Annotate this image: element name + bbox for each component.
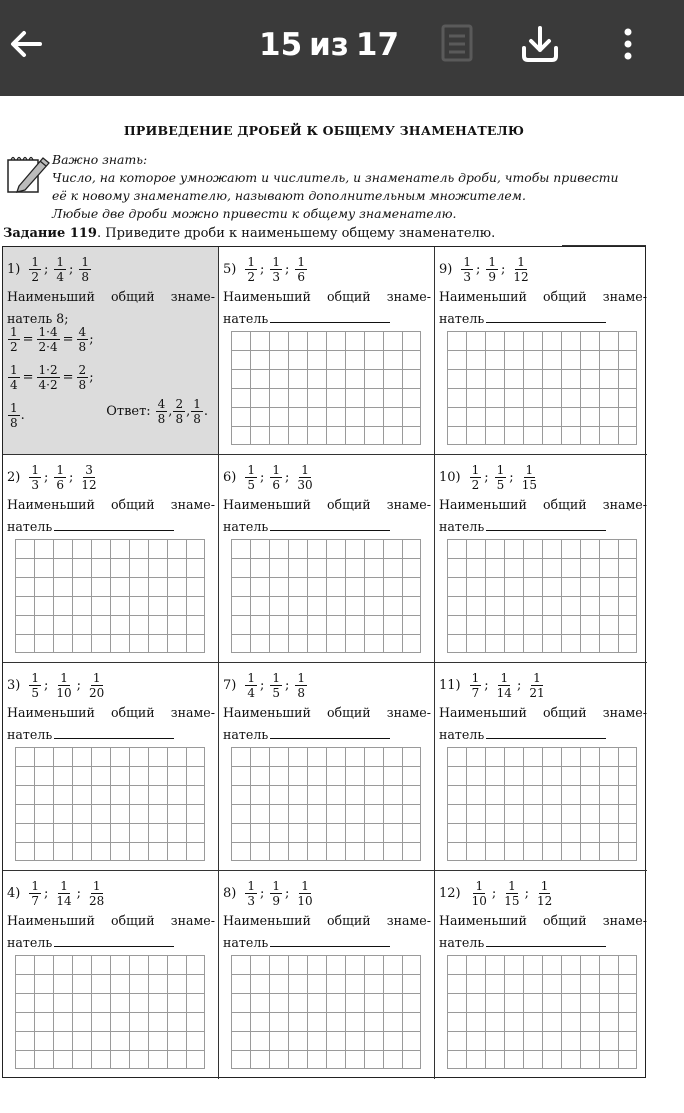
grid-workspace[interactable] — [231, 955, 421, 1069]
lcd-blank-field[interactable] — [486, 311, 606, 323]
task-number: 2) — [7, 470, 21, 485]
task-header: 4) $\frac{1}{7}$ ; $\frac{1}{14}$ ; $\frac{1}{28}$ — [7, 879, 105, 908]
fraction: $\frac{1}{9}$ — [488, 255, 497, 284]
page-title: ПРИВЕДЕНИЕ ДРОБЕЙ К ОБЩЕМУ ЗНАМЕНАТЕЛЮ — [123, 123, 525, 138]
task-number: 1) — [7, 262, 21, 277]
grid-workspace[interactable] — [231, 539, 421, 653]
lcd-answer-line: натель — [223, 311, 390, 326]
lcd-answer-line: натель — [7, 935, 174, 950]
lcd-blank-field[interactable] — [54, 935, 174, 947]
lcd-label: Наименьший общий знаме- — [7, 913, 215, 928]
fraction: $\frac{1}{12}$ — [513, 255, 529, 284]
fraction: $\frac{1}{15}$ — [521, 463, 537, 492]
fraction: $\frac{1}{2}$ — [247, 255, 255, 284]
task-number: 5) — [223, 262, 237, 277]
lcd-answer-line: натель — [223, 727, 390, 742]
fraction: $\frac{1}{10}$ — [297, 879, 313, 908]
task-header: 2) $\frac{1}{3}$ ; $\frac{1}{6}$ ; $\frac{3}{12}$ — [7, 463, 97, 492]
task-header: 9) $\frac{1}{3}$ ; $\frac{1}{9}$ ; $\frac{1}{12}$ — [439, 255, 529, 284]
fraction: $\frac{1}{4}$ — [247, 671, 255, 700]
task-header: 3) $\frac{1}{5}$ ; $\frac{1}{10}$ ; $\frac{1}{20}$ — [7, 671, 105, 700]
viewer-toolbar — [0, 0, 684, 96]
task-header: 6) $\frac{1}{5}$ ; $\frac{1}{6}$ ; $\frac{1}{30}$ — [223, 463, 313, 492]
fraction: $\frac{1}{6}$ — [56, 463, 65, 492]
fraction: $\frac{1}{5}$ — [247, 463, 255, 492]
fraction: $\frac{1}{6}$ — [272, 463, 281, 492]
lcd-label: Наименьший общий знаме- — [439, 497, 647, 512]
page-indicator[interactable] — [258, 24, 400, 66]
download-icon[interactable] — [518, 22, 562, 66]
note-line-3: Любые две дроби можно привести к общему знаменателю. — [52, 206, 457, 221]
task-cell-7 — [219, 663, 435, 871]
task-cell-11 — [435, 663, 647, 871]
lcd-answer-line: натель — [439, 935, 606, 950]
task-statement — [3, 226, 495, 241]
task-cell-1 — [3, 247, 219, 455]
example-step-1: $\frac{1}{2}$ = $\frac{1\cdot 4}{2\cdot 4}$ = $\frac{4}{8}$ ; — [10, 325, 94, 354]
grid-workspace[interactable] — [231, 331, 421, 445]
fraction: $\frac{1}{3}$ — [247, 879, 255, 908]
task-number: 11) — [439, 678, 461, 693]
task-cell-5 — [219, 247, 435, 455]
task-cell-3 — [3, 663, 219, 871]
example-step-2: $\frac{1}{4}$ = $\frac{1\cdot 2}{4\cdot 2}$ = $\frac{2}{8}$ ; — [10, 363, 94, 392]
note-heading: Важно знать: — [52, 152, 148, 167]
lcd-blank-field[interactable] — [270, 311, 390, 323]
grid-workspace[interactable] — [447, 747, 637, 861]
lcd-label: Наименьший общий знаме- — [7, 705, 215, 720]
task-text: . Приведите дроби к наименьшему общему знаменателю. — [96, 226, 496, 241]
fraction: $\frac{1}{28}$ — [89, 879, 105, 908]
fraction: $\frac{1}{5}$ — [31, 671, 39, 700]
lcd-blank-field[interactable] — [54, 519, 174, 531]
fraction: $\frac{1}{9}$ — [272, 879, 281, 908]
current-page: 15 — [259, 27, 303, 63]
fraction: $\frac{1}{30}$ — [297, 463, 313, 492]
task-number: 9) — [439, 262, 453, 277]
lcd-label: Наименьший общий знаме- — [7, 497, 215, 512]
lcd-answer-line: натель — [439, 727, 606, 742]
task-label: Задание 119 — [3, 226, 97, 241]
task-cell-10 — [435, 455, 647, 663]
grid-workspace[interactable] — [447, 955, 637, 1069]
lcd-answer-line: натель — [223, 935, 390, 950]
fraction: $\frac{1}{5}$ — [272, 671, 281, 700]
lcd-label: Наименьший общий знаме- — [439, 913, 647, 928]
task-cell-8 — [219, 871, 435, 1079]
fraction: $\frac{1}{12}$ — [536, 879, 553, 908]
example-answer: Ответ: $\frac{4}{8}$ , $\frac{2}{8}$ , $\frac{1}{8}$ . — [106, 397, 208, 426]
fraction: $\frac{1}{20}$ — [89, 671, 105, 700]
lcd-answer-line: натель — [439, 519, 606, 534]
back-arrow-icon[interactable] — [6, 24, 46, 64]
fraction: $\frac{1}{7}$ — [31, 879, 39, 908]
lcd-answer-line: натель — [7, 519, 174, 534]
lcd-blank-field[interactable] — [486, 935, 606, 947]
grid-workspace[interactable] — [231, 747, 421, 861]
more-options-icon[interactable] — [610, 24, 646, 64]
task-header: 12) $\frac{1}{10}$ ; $\frac{1}{15}$ ; $\frac{1}{12}$ — [439, 879, 553, 908]
lcd-blank-field[interactable] — [270, 519, 390, 531]
task-header: 8) $\frac{1}{3}$ ; $\frac{1}{9}$ ; $\frac{1}{10}$ — [223, 879, 313, 908]
fraction: $\frac{1}{2}$ — [471, 463, 480, 492]
task-cell-6 — [219, 455, 435, 663]
fraction: $\frac{1}{3}$ — [272, 255, 281, 284]
task-number: 3) — [7, 678, 21, 693]
task-header: 7) $\frac{1}{4}$ ; $\frac{1}{5}$ ; $\frac{1}{8}$ — [223, 671, 306, 700]
fraction: $\frac{1}{10}$ — [56, 671, 72, 700]
task-header: 10) $\frac{1}{2}$ ; $\frac{1}{5}$ ; $\frac{1}{15}$ — [439, 463, 537, 492]
total-pages: 17 — [355, 27, 400, 63]
fraction: $\frac{1}{2}$ — [31, 255, 39, 284]
note-line-1: Число, на которое умножают и числитель, и знаменатель дроби, чтобы привести — [52, 170, 619, 185]
lcd-blank-field[interactable] — [486, 727, 606, 739]
task-header: 11) $\frac{1}{7}$ ; $\frac{1}{14}$ ; $\frac{1}{21}$ — [439, 671, 545, 700]
task-header: 1) $\frac{1}{2}$ ; $\frac{1}{4}$ ; $\frac{1}{8}$ — [7, 255, 90, 284]
task-number: 6) — [223, 470, 237, 485]
task-number: 4) — [7, 886, 21, 901]
lcd-label: Наименьший общий знаме- — [223, 289, 431, 304]
note-line-2: её к новому знаменателю, называют дополнительным множителем. — [52, 188, 526, 203]
fraction: $\frac{1}{3}$ — [463, 255, 471, 284]
fraction: $\frac{1}{14}$ — [56, 879, 72, 908]
fraction: $\frac{1}{8}$ — [81, 255, 90, 284]
example-step-3: $\frac{1}{8}$ . — [10, 401, 25, 430]
fraction: $\frac{1}{14}$ — [496, 671, 512, 700]
lcd-answer-line: натель — [7, 727, 174, 742]
task-header: 5) $\frac{1}{2}$ ; $\frac{1}{3}$ ; $\frac{1}{6}$ — [223, 255, 306, 284]
tasks-table — [2, 246, 646, 1078]
lcd-label: Наименьший общий знаме- — [223, 913, 431, 928]
grid-workspace[interactable] — [15, 539, 205, 653]
fraction: $\frac{1}{3}$ — [31, 463, 39, 492]
lcd-label: Наименьший общий знаме- — [223, 705, 431, 720]
lcd-label: Наименьший общий знаме- — [223, 497, 431, 512]
lcd-blank-field[interactable] — [486, 519, 606, 531]
page-of-label: из — [309, 27, 349, 63]
lcd-answer-line: натель — [439, 311, 606, 326]
fraction: $\frac{1}{5}$ — [496, 463, 505, 492]
lcd-blank-field[interactable] — [54, 727, 174, 739]
lcd-blank-field[interactable] — [270, 935, 390, 947]
task-cell-12 — [435, 871, 647, 1079]
lcd-value: натель 8; — [7, 311, 69, 326]
fraction: $\frac{1}{10}$ — [471, 879, 487, 908]
lcd-answer-line: натель — [223, 519, 390, 534]
task-cell-2 — [3, 455, 219, 663]
grid-workspace[interactable] — [447, 539, 637, 653]
task-number: 7) — [223, 678, 237, 693]
lcd-label: Наименьший общий знаме- — [7, 289, 215, 304]
task-number: 10) — [439, 470, 461, 485]
lcd-label: Наименьший общий знаме- — [439, 705, 647, 720]
document-view-icon[interactable] — [440, 24, 474, 62]
fraction: $\frac{3}{12}$ — [81, 463, 97, 492]
fraction: $\frac{1}{15}$ — [504, 879, 520, 908]
fraction: $\frac{1}{6}$ — [297, 255, 306, 284]
task-number: 8) — [223, 886, 237, 901]
grid-workspace[interactable] — [15, 955, 205, 1069]
notepad-pencil-icon — [5, 152, 51, 196]
task-cell-4 — [3, 871, 219, 1079]
lcd-label: Наименьший общий знаме- — [439, 289, 647, 304]
fraction: $\frac{1}{4}$ — [56, 255, 65, 284]
grid-workspace[interactable] — [447, 331, 637, 445]
task-cell-9 — [435, 247, 647, 455]
fraction: $\frac{1}{8}$ — [297, 671, 306, 700]
grid-workspace[interactable] — [15, 747, 205, 861]
task-number: 12) — [439, 886, 461, 901]
fraction: $\frac{1}{21}$ — [529, 671, 545, 700]
lcd-blank-field[interactable] — [270, 727, 390, 739]
fraction: $\frac{1}{7}$ — [471, 671, 480, 700]
